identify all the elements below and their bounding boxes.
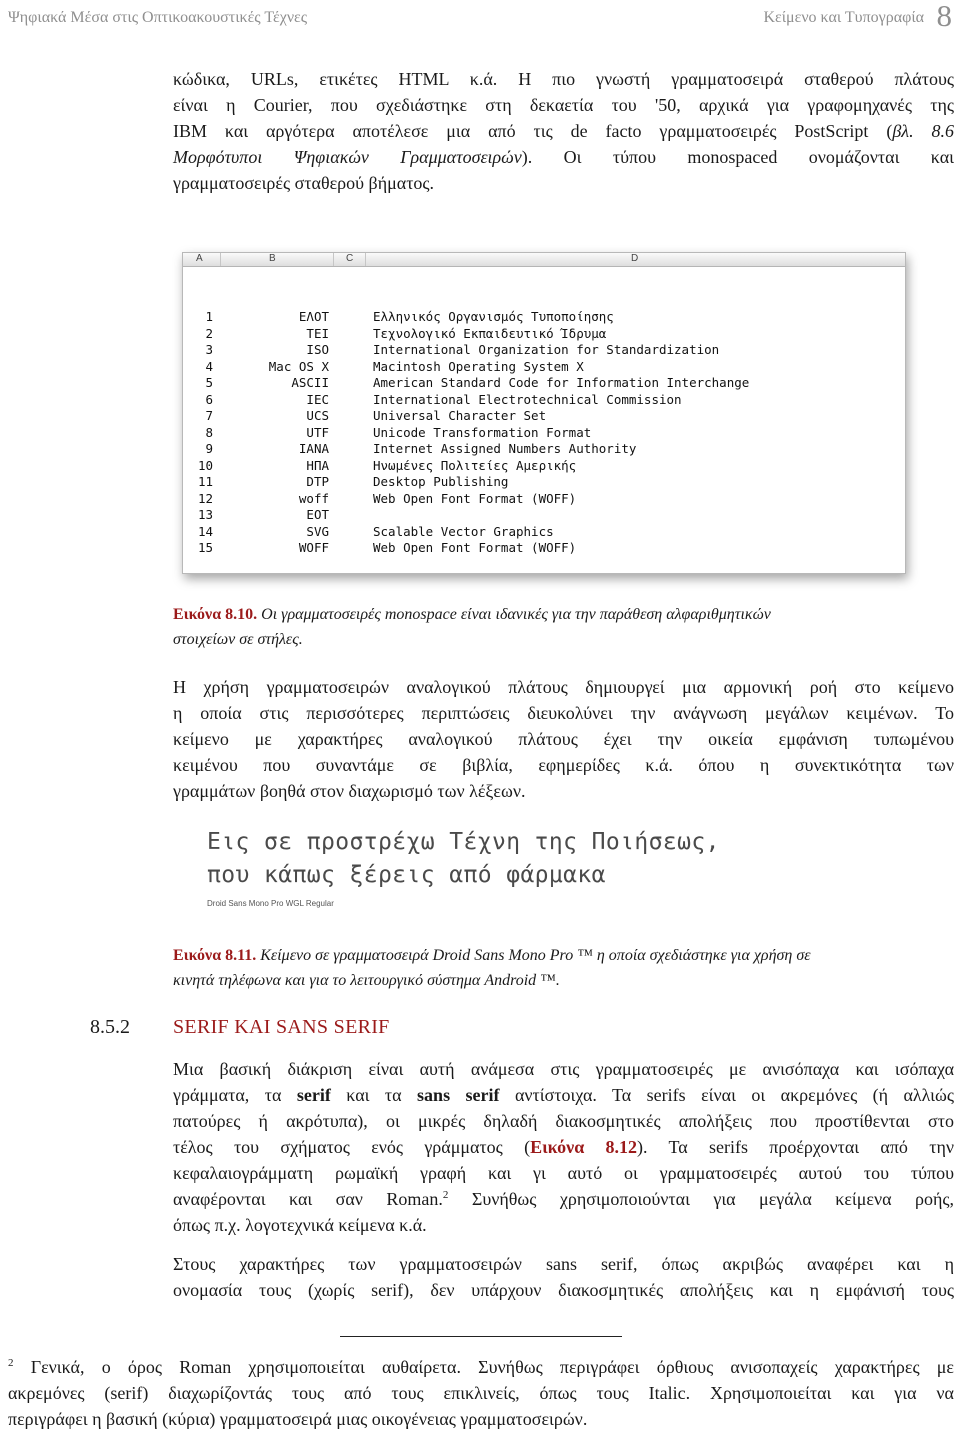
figure-label: Εικόνα 8.11. [173, 947, 257, 964]
paragraph-line: Η χρήση γραμματοσειρών αναλογικού πλάτους δημιουργεί μια αρμονική ροή στο κείμενο [173, 677, 954, 697]
column-header-bar [183, 253, 905, 267]
row-number: 1 [205, 309, 213, 324]
running-header-book-title: Ψηφιακά Μέσα στις Οπτικοακουστικές Τέχνες [8, 9, 308, 26]
table-row [183, 458, 905, 475]
table-row [183, 326, 905, 343]
abbreviation-cell: WOFF [298, 540, 329, 555]
paragraph-line [173, 118, 954, 144]
row-number: 15 [197, 540, 213, 555]
paragraph-line: ονομασία τους (χωρίς serif), δεν υπάρχουν διακοσμητικές απολήξεις και η εμφάνισή τους [173, 1280, 954, 1300]
spreadsheet-figure [182, 252, 906, 574]
text-run: Γενικά, ο όρος Roman χρησιμοποιείται αυθαίρετα. Συνήθως περιγράφει όρθιους ανισοπαχείς χαρακτήρες με [13, 1357, 954, 1377]
description-cell: Internet Assigned Numbers Authority [373, 441, 637, 456]
row-number: 5 [205, 375, 213, 390]
column-header-c: C [346, 253, 354, 264]
row-number: 9 [205, 441, 213, 456]
row-number: 6 [205, 391, 213, 407]
paragraph-line [173, 1082, 954, 1108]
table-row [183, 359, 905, 376]
abbreviation-cell: Mac OS X [268, 358, 329, 374]
row-number: 2 [205, 325, 213, 341]
paragraph-line: είναι η Courier, που σχεδιάστηκε στη δεκαετία του '50, αρχικά για γραφομηχανές της [173, 95, 954, 115]
text-run: αναφέρονται και σαν Roman. [173, 1189, 443, 1209]
table-row [183, 540, 905, 557]
paragraph-line: κώδικα, URLs, ετικέτες HTML κ.ά. Η πιο γνωστή γραμματοσειρά σταθερού πλάτους [173, 69, 954, 89]
spreadsheet-rows [183, 309, 905, 557]
text-run: IBM και αργότερα αποτέλεσε μια από τις de facto γραμματοσειρές PostScript ( [173, 121, 893, 141]
paragraph-line: η οποία στις περισσότερες περιπτώσεις διευκολύνει την ανάγνωση μεγάλων κειμένων. Το [173, 703, 954, 723]
abbreviation-cell: EOT [306, 507, 329, 522]
paragraph-line [173, 1186, 954, 1212]
table-row [183, 375, 905, 392]
text-run: και τα [330, 1085, 418, 1105]
text-run: γράμματα, τα [173, 1085, 297, 1105]
abbreviation-cell: IEC [306, 391, 329, 407]
text-run: τέλος του σχήματος ενός γράμματος ( [173, 1137, 531, 1157]
table-row [183, 524, 905, 541]
footnote-number: 2 [8, 1357, 14, 1369]
table-row [183, 342, 905, 359]
caption-text: Οι γραμματοσειρές monospace είναι ιδανικές για την παράθεση αλφαριθμητικών [257, 606, 771, 623]
description-cell: Scalable Vector Graphics [373, 523, 554, 539]
running-header-chapter-title: Κείμενο και Τυπογραφία [763, 9, 924, 26]
text-run: ). Οι τύπου monospaced ονομάζονται και [521, 147, 954, 167]
table-row [183, 474, 905, 491]
text-run: αντίστοιχα. Τα serifs είναι οι ακρεμόνες (ή αλλιώς [499, 1085, 954, 1105]
abbreviation-cell: DTP [306, 474, 329, 489]
paragraph-line: γραμμάτων βοηθά στον διαχωρισμό των λέξεων. [173, 781, 526, 801]
table-row [183, 491, 905, 508]
description-cell: International Organization for Standardization [373, 342, 720, 357]
paragraph-line: κείμενο με χαρακτήρες αναλογικού πλάτους έχει την οικεία εμφάνιση τυπωμένου [173, 729, 954, 749]
description-cell: Macintosh Operating System X [373, 358, 584, 374]
abbreviation-cell: UCS [306, 408, 329, 423]
table-row [183, 441, 905, 458]
row-number: 3 [205, 342, 213, 357]
row-number: 4 [205, 358, 213, 374]
paragraph-line: πατούρες ή ακρότυπα), οι μικρές δηλαδή διακοσμητικές απολήξεις που προστίθενται στο [173, 1111, 954, 1131]
row-number: 8 [205, 424, 213, 440]
footnote-marker[interactable]: 2 [442, 1189, 449, 1201]
table-row [183, 392, 905, 409]
abbreviation-cell: ISO [306, 342, 329, 357]
caption-text: κινητά τηλέφωνα και για το λειτουργικό σύστημα Android ™. [173, 972, 560, 989]
footnote-divider [340, 1336, 622, 1337]
description-cell: Τεχνολογικό Εκπαιδευτικό Ίδρυμα [373, 325, 607, 341]
sample-text-line: Εις σε προστρέχω Τέχνη της Ποιήσεως, [207, 829, 720, 855]
font-sample-figure [207, 824, 807, 914]
figure-caption-line [173, 627, 954, 653]
abbreviation-cell: woff [298, 490, 329, 506]
paragraph-line [173, 144, 954, 170]
description-cell: Ηνωμένες Πολιτείες Αμερικής [373, 457, 577, 473]
figure-reference-link[interactable]: Εικόνα 8.12 [530, 1137, 638, 1157]
paragraph-line: Στους χαρακτήρες των γραμματοσειρών sans serif, όπως ακριβώς αναφέρει και η [173, 1254, 954, 1274]
row-number: 12 [197, 490, 213, 506]
paragraph-line [173, 1134, 954, 1160]
abbreviation-cell: ASCII [291, 375, 329, 390]
caption-text: Κείμενο σε γραμματοσειρά Droid Sans Mono Pro ™ η οποία σχεδιάστηκε για χρήση σε [256, 947, 811, 964]
abbreviation-cell: IANA [298, 441, 329, 456]
table-row [183, 425, 905, 442]
abbreviation-cell: SVG [306, 523, 329, 539]
term-serif: serif [296, 1085, 331, 1105]
row-number: 13 [197, 507, 213, 522]
description-cell: International Electrotechnical Commission [373, 391, 682, 407]
description-cell: Web Open Font Format (WOFF) [373, 540, 577, 555]
section-number: 8.5.2 [90, 1016, 130, 1038]
table-row [183, 309, 905, 326]
cross-reference[interactable]: βλ. 8.6 [892, 121, 954, 141]
abbreviation-cell: ΕΛΟΤ [298, 309, 329, 324]
paragraph-line: κειμένου που συναντάμε σε βιβλία, εφημερίδες κ.ά. όπου η συνεκτικότητα των [173, 755, 954, 775]
figure-caption [173, 943, 954, 969]
abbreviation-cell: ΤΕΙ [306, 325, 329, 341]
abbreviation-cell: ΗΠΑ [306, 457, 329, 473]
table-row [183, 408, 905, 425]
table-row [183, 507, 905, 524]
description-cell: Desktop Publishing [373, 474, 509, 489]
row-number: 11 [197, 474, 213, 489]
section-title: SERIF ΚΑΙ SANS SERIF [173, 1016, 390, 1038]
column-header-d: D [631, 253, 639, 264]
description-cell: Unicode Transformation Format [373, 424, 592, 440]
sample-text-line: που κάπως ξέρεις από φάρμακα [207, 862, 606, 888]
figure-label: Εικόνα 8.10. [173, 606, 258, 623]
row-number: 14 [197, 523, 213, 539]
footnote-line: περιγράφει η βασική (κύρια) γραμματοσειρά μιας οικογένειας γραμματοσειρών. [8, 1409, 588, 1429]
description-cell: Web Open Font Format (WOFF) [373, 490, 577, 506]
paragraph-line: γραμματοσειρές σταθερού βήματος. [173, 173, 435, 193]
footnote-line [8, 1354, 954, 1380]
figure-caption [173, 602, 954, 628]
abbreviation-cell: UTF [306, 424, 329, 440]
figure-caption-line [173, 968, 954, 994]
text-run: ). Τα serifs προέρχονται από την [637, 1137, 955, 1157]
text-run: Συνήθως χρησιμοποιούνται για μεγάλα κείμενα ροής, [448, 1189, 954, 1209]
term-sans-serif: sans serif [417, 1085, 500, 1105]
caption-text: στοιχείων σε στήλες. [173, 631, 303, 648]
column-header-a: A [196, 253, 203, 264]
paragraph-line: κεφαλαιογράμματη ρωμαϊκή γραφή και γι αυτό οι γραμματοσειρές αυτού του τύπου [173, 1163, 954, 1183]
column-header-b: B [269, 253, 276, 264]
sample-font-name: Droid Sans Mono Pro WGL Regular [207, 899, 334, 908]
paragraph-line: όπως π.χ. λογοτεχνικά κείμενα κ.ά. [173, 1215, 427, 1235]
cross-reference[interactable]: Μορφότυποι Ψηφιακών Γραμματοσειρών [173, 147, 522, 167]
paragraph-line: Μια βασική διάκριση είναι αυτή ανάμεσα στις γραμματοσειρές με ανισόπαχα και ισόπαχα [173, 1059, 954, 1079]
description-cell: American Standard Code for Information Interchange [373, 375, 750, 390]
description-cell: Ελληνικός Οργανισμός Τυποποίησης [373, 309, 614, 324]
row-number: 10 [197, 457, 213, 473]
page-number: 8 [936, 0, 952, 33]
description-cell: Universal Character Set [373, 408, 547, 423]
footnote-line: ακρεμόνες (serif) διαχωρίζοντάς τους από τους επικλινείς, όπως τους Italic. Χρησιμοποιείται και για να [8, 1383, 954, 1403]
row-number: 7 [205, 408, 213, 423]
